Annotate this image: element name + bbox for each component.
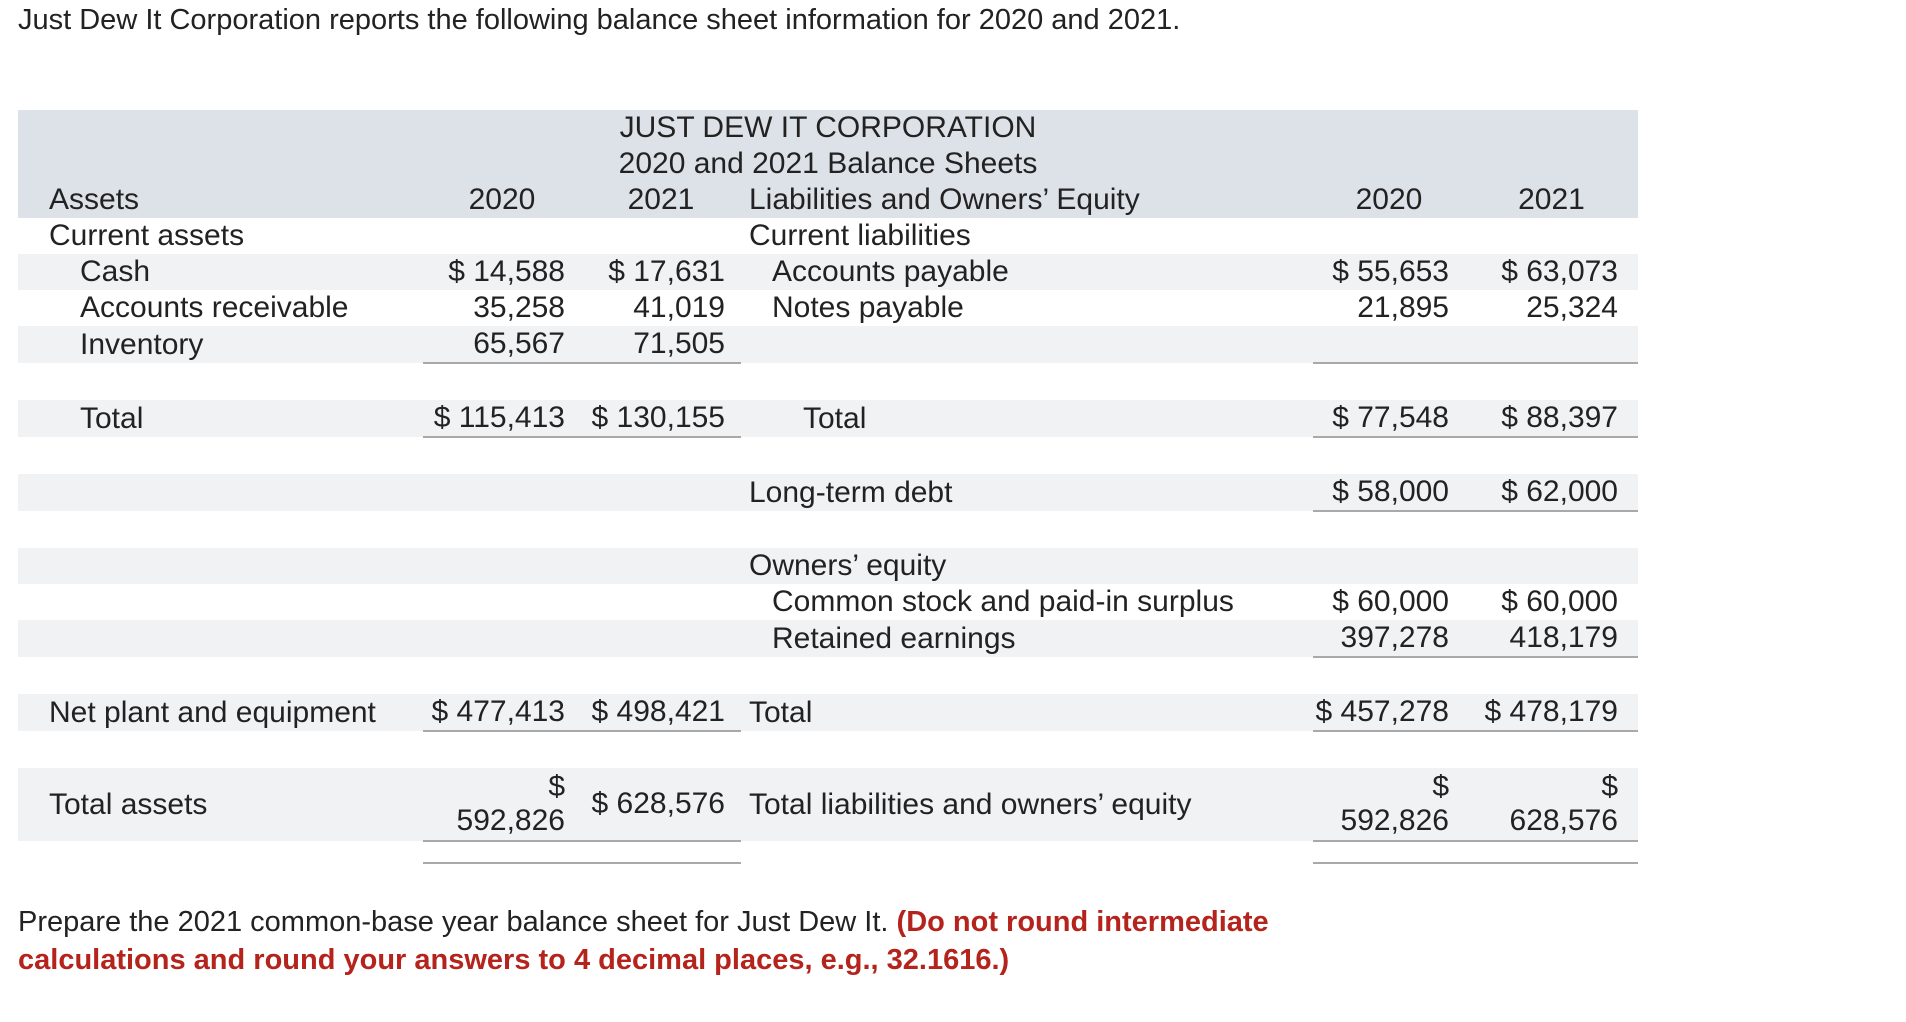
common-stock-2020: $ 60,000: [1313, 584, 1465, 620]
common-stock-2021: $ 60,000: [1465, 584, 1638, 620]
accounts-receivable-label: Accounts receivable: [18, 290, 423, 326]
current-liabilities-total-2020: $ 77,548: [1313, 400, 1465, 437]
equity-total-2020: $ 457,278: [1313, 694, 1465, 731]
table-row: [18, 290, 1638, 326]
total-assets-2021: $ 628,576: [581, 768, 741, 841]
current-assets-total-2020: $ 115,413: [423, 400, 581, 437]
table-row: [18, 694, 1638, 731]
cash-2021: $ 17,631: [581, 254, 741, 290]
table-row: [18, 254, 1638, 290]
inventory-2020: 65,567: [423, 326, 581, 363]
total-assets-2020-symbol: $: [548, 770, 565, 803]
long-term-debt-label: Long-term debt: [741, 474, 1313, 511]
long-term-debt-2020: $ 58,000: [1313, 474, 1465, 511]
cash-2020: $ 14,588: [423, 254, 581, 290]
prompt-instructions: (Do not round intermediate calculations and round your answers to 4 decimal places, e.g., 32.1616.): [18, 906, 1269, 976]
total-assets-2020: [457, 770, 565, 838]
total-liab-equity-2020-symbol: $: [1432, 770, 1449, 803]
table-row: [18, 768, 1638, 841]
total-liab-equity-2021: [1510, 770, 1618, 838]
table-row: [18, 584, 1638, 620]
inventory-label: Inventory: [18, 326, 423, 363]
total-liab-equity-2021-symbol: $: [1601, 770, 1618, 803]
current-liabilities-total-label: Total: [741, 400, 1313, 437]
equity-total-2021: $ 478,179: [1465, 694, 1638, 731]
assets-year-2020-header: 2020: [423, 182, 581, 218]
table-row: [18, 400, 1638, 437]
long-term-debt-2021: $ 62,000: [1465, 474, 1638, 511]
accounts-payable-label: Accounts payable: [741, 254, 1313, 290]
question-prompt: [18, 903, 1308, 979]
total-liab-equity-2020: [1341, 770, 1449, 838]
current-liabilities-label: Current liabilities: [741, 218, 1313, 254]
company-name: JUST DEW IT CORPORATION: [18, 110, 1638, 146]
net-plant-2020: $ 477,413: [423, 694, 581, 731]
retained-earnings-label: Retained earnings: [741, 620, 1313, 657]
retained-earnings-2021: 418,179: [1465, 620, 1638, 657]
common-stock-label: Common stock and paid-in surplus: [741, 584, 1313, 620]
accounts-payable-2021: $ 63,073: [1465, 254, 1638, 290]
assets-header: Assets: [18, 182, 423, 218]
notes-payable-label: Notes payable: [741, 290, 1313, 326]
total-liab-equity-2020-value: 592,826: [1340, 804, 1449, 837]
net-plant-2021: $ 498,421: [581, 694, 741, 731]
current-assets-total-2021: $ 130,155: [581, 400, 741, 437]
total-assets-2020-value: 592,826: [456, 804, 565, 837]
liabilities-header: Liabilities and Owners’ Equity: [741, 182, 1313, 218]
total-assets-label: Total assets: [18, 768, 423, 841]
accounts-receivable-2021: 41,019: [581, 290, 741, 326]
table-row: [18, 326, 1638, 363]
balance-sheet-table: [18, 110, 1638, 864]
prompt-text: Prepare the 2021 common-base year balance sheet for Just Dew It.: [18, 906, 897, 938]
equity-total-label: Total: [741, 694, 1313, 731]
notes-payable-2020: 21,895: [1313, 290, 1465, 326]
accounts-receivable-2020: 35,258: [423, 290, 581, 326]
accounts-payable-2020: $ 55,653: [1313, 254, 1465, 290]
assets-year-2021-header: 2021: [581, 182, 741, 218]
owners-equity-label: Owners’ equity: [741, 548, 1313, 584]
total-liab-equity-2021-value: 628,576: [1509, 804, 1618, 837]
current-assets-total-label: Total: [18, 400, 423, 437]
total-liab-equity-label: Total liabilities and owners’ equity: [741, 768, 1313, 841]
inventory-2021: 71,505: [581, 326, 741, 363]
table-row: [18, 474, 1638, 511]
table-row: [18, 620, 1638, 657]
column-header-row: [18, 182, 1638, 218]
retained-earnings-2020: 397,278: [1313, 620, 1465, 657]
intro-text: Just Dew It Corporation reports the following balance sheet information for 2020 and 2021.: [18, 4, 1181, 36]
statement-subtitle: 2020 and 2021 Balance Sheets: [18, 146, 1638, 182]
current-assets-label: Current assets: [18, 218, 423, 254]
current-liabilities-total-2021: $ 88,397: [1465, 400, 1638, 437]
notes-payable-2021: 25,324: [1465, 290, 1638, 326]
net-plant-label: Net plant and equipment: [18, 694, 423, 731]
cash-label: Cash: [18, 254, 423, 290]
liab-year-2021-header: 2021: [1465, 182, 1638, 218]
liab-year-2020-header: 2020: [1313, 182, 1465, 218]
